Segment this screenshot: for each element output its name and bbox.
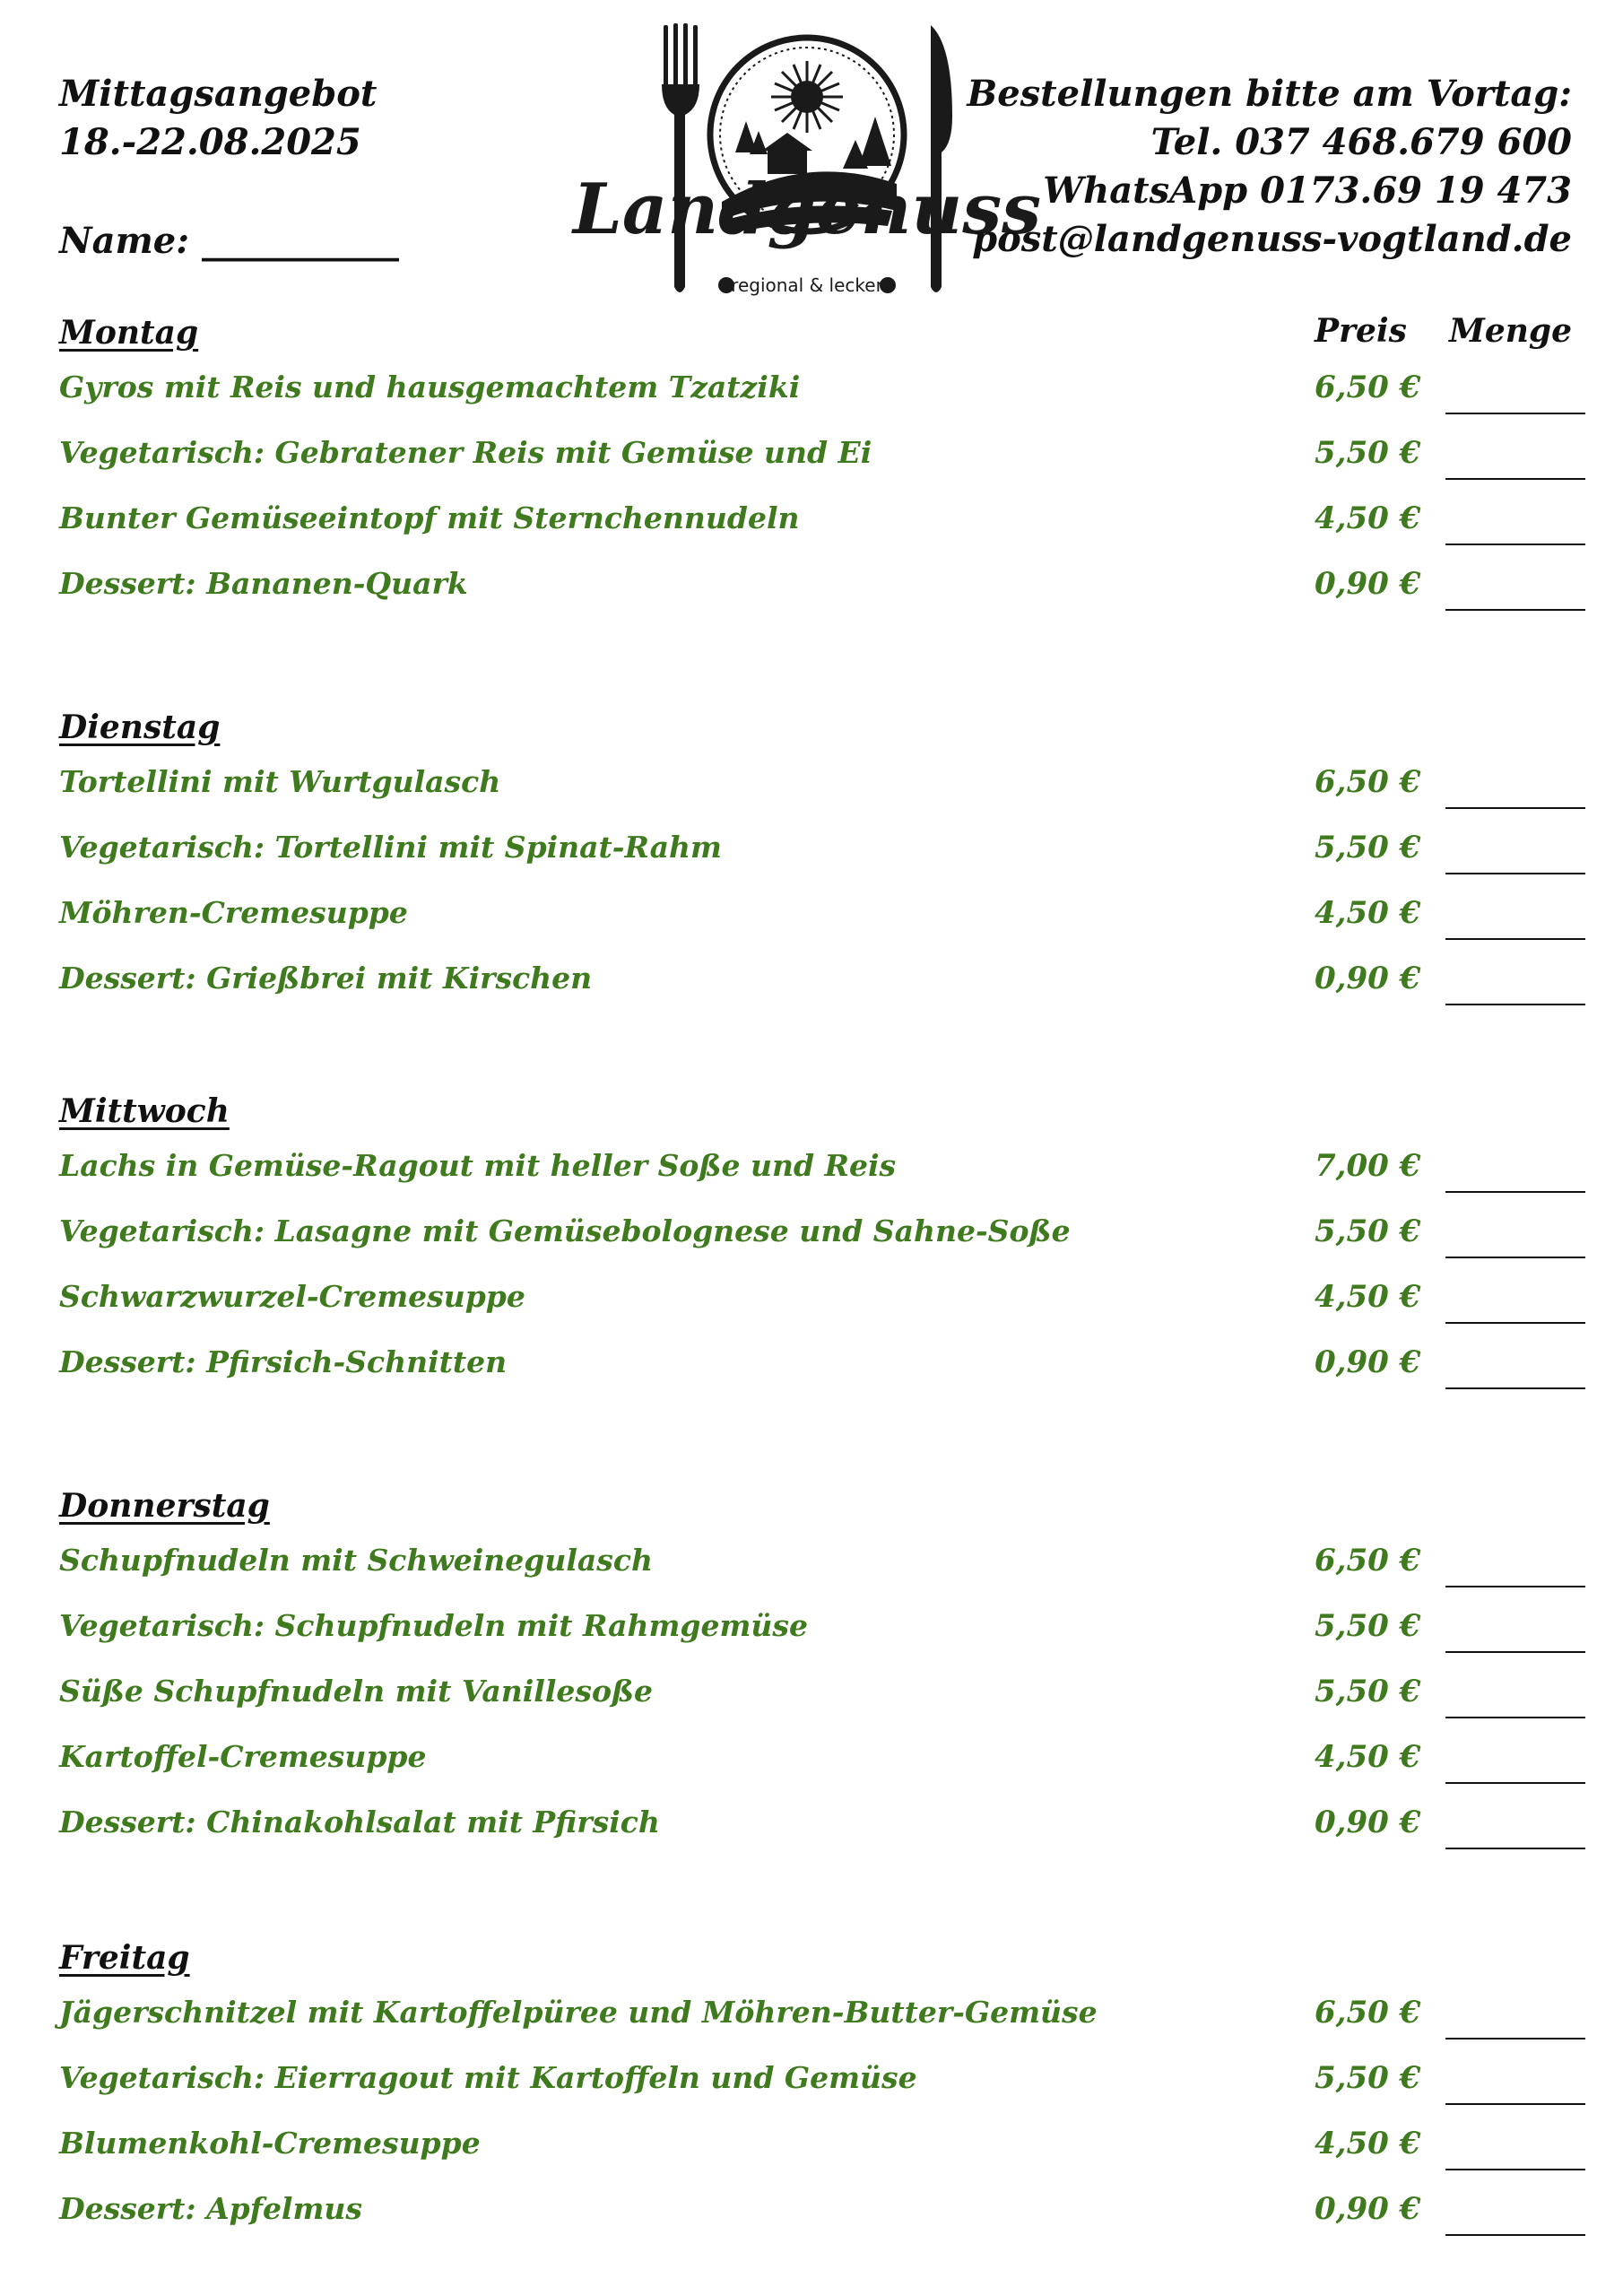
dish-name: Dessert: Bananen-Quark — [59, 566, 468, 601]
dish-price: 5,50 € — [1315, 1213, 1421, 1249]
dish-name: Vegetarisch: Schupfnudeln mit Rahmgemüse — [59, 1608, 808, 1643]
day-section-mittwoch — [59, 1083, 1584, 1401]
quantity-line[interactable] — [1445, 1322, 1585, 1324]
brand-name: Landgenuss — [572, 169, 1042, 250]
quantity-line[interactable] — [1445, 2038, 1585, 2039]
day-section-dienstag — [59, 700, 1584, 1017]
menu-item — [59, 1665, 1584, 1730]
quantity-line[interactable] — [1445, 1004, 1585, 1005]
quantity-line[interactable] — [1445, 807, 1585, 809]
dish-name: Dessert: Pfirsich-Schnitten — [59, 1344, 508, 1379]
dish-name: Vegetarisch: Eierragout mit Kartoffeln und Gemüse — [59, 2060, 917, 2095]
day-section-donnerstag — [59, 1478, 1584, 1861]
quantity-line[interactable] — [1445, 1782, 1585, 1784]
quantity-line[interactable] — [1445, 478, 1585, 480]
dish-name: Vegetarisch: Tortellini mit Spinat-Rahm — [59, 830, 722, 865]
quantity-line[interactable] — [1445, 2103, 1585, 2105]
day-title: Montag — [59, 314, 199, 352]
menu-item — [59, 361, 1584, 426]
menu-item — [59, 1270, 1584, 1335]
name-field[interactable]: Name: ___________ — [59, 220, 399, 262]
day-title: Donnerstag — [59, 1487, 270, 1525]
menu-item — [59, 2182, 1584, 2248]
dish-price: 0,90 € — [1315, 1344, 1421, 1380]
dish-price: 4,50 € — [1315, 895, 1421, 931]
dish-name: Schupfnudeln mit Schweinegulasch — [59, 1543, 653, 1578]
day-title: Dienstag — [59, 709, 221, 746]
fork-knife-farm-logo-icon — [572, 18, 1042, 305]
quantity-line[interactable] — [1445, 1848, 1585, 1849]
brand-tagline: regional & lecker — [731, 274, 883, 296]
phone-number[interactable]: Tel. 037 468.679 600 — [1150, 121, 1572, 163]
dish-name: Dessert: Grießbrei mit Kirschen — [59, 961, 593, 996]
menu-item — [59, 755, 1584, 821]
dish-price: 4,50 € — [1315, 1279, 1421, 1315]
quantity-line[interactable] — [1445, 1257, 1585, 1258]
whatsapp-number[interactable]: WhatsApp 0173.69 19 473 — [1043, 170, 1572, 212]
dish-price: 4,50 € — [1315, 1739, 1421, 1775]
dish-name: Vegetarisch: Lasagne mit Gemüsebolognese und Sahne-Soße — [59, 1213, 1071, 1248]
dish-name: Vegetarisch: Gebratener Reis mit Gemüse und Ei — [59, 435, 872, 470]
dish-name: Schwarzwurzel-Cremesuppe — [59, 1279, 525, 1314]
menu-item — [59, 886, 1584, 952]
dish-price: 5,50 € — [1315, 2060, 1421, 2096]
menu-item — [59, 1796, 1584, 1861]
dish-price: 6,50 € — [1315, 1995, 1421, 2031]
dish-price: 0,90 € — [1315, 1805, 1421, 1840]
dish-price: 0,90 € — [1315, 566, 1421, 602]
menu-title: Mittagsangebot — [59, 73, 378, 115]
header-right — [967, 70, 1572, 264]
quantity-line[interactable] — [1445, 938, 1585, 940]
menu-item — [59, 2051, 1584, 2117]
dish-name: Möhren-Cremesuppe — [59, 895, 408, 930]
dish-price: 5,50 € — [1315, 1608, 1421, 1644]
menu-item — [59, 1599, 1584, 1665]
dish-price: 6,50 € — [1315, 1543, 1421, 1578]
dish-price: 6,50 € — [1315, 764, 1421, 800]
quantity-line[interactable] — [1445, 2169, 1585, 2170]
quantity-line[interactable] — [1445, 873, 1585, 874]
dish-price: 5,50 € — [1315, 830, 1421, 865]
menu-item — [59, 821, 1584, 886]
dish-name: Jägerschnitzel mit Kartoffelpüree und Möhren-Butter-Gemüse — [59, 1995, 1098, 2030]
menu-item — [59, 491, 1584, 557]
dish-price: 7,00 € — [1315, 1148, 1421, 1184]
dish-price: 6,50 € — [1315, 370, 1421, 405]
header-left — [59, 70, 399, 265]
dish-name: Dessert: Apfelmus — [59, 2191, 362, 2226]
day-title: Freitag — [59, 1939, 190, 1977]
dish-name: Bunter Gemüseeintopf mit Sternchennudeln — [59, 500, 800, 535]
dish-name: Süße Schupfnudeln mit Vanillesoße — [59, 1674, 654, 1709]
email-address[interactable]: post@landgenuss-vogtland.de — [972, 218, 1572, 260]
dish-name: Lachs in Gemüse-Ragout mit heller Soße und Reis — [59, 1148, 897, 1183]
order-note: Bestellungen bitte am Vortag: — [967, 73, 1572, 115]
quantity-line[interactable] — [1445, 1651, 1585, 1653]
dish-name: Blumenkohl-Cremesuppe — [59, 2126, 481, 2161]
dish-price: 5,50 € — [1315, 435, 1421, 471]
price-column-header: Preis — [1315, 312, 1407, 350]
day-section-freitag — [59, 1930, 1584, 2248]
quantity-line[interactable] — [1445, 1586, 1585, 1587]
quantity-line[interactable] — [1445, 1191, 1585, 1193]
menu-item — [59, 1730, 1584, 1796]
quantity-line[interactable] — [1445, 2234, 1585, 2236]
menu-item — [59, 1534, 1584, 1599]
dish-name: Tortellini mit Wurtgulasch — [59, 764, 501, 799]
dish-price: 5,50 € — [1315, 1674, 1421, 1709]
quantity-line[interactable] — [1445, 544, 1585, 545]
menu-dates: 18.-22.08.2025 — [59, 121, 361, 163]
dish-price: 4,50 € — [1315, 2126, 1421, 2161]
dish-name: Kartoffel-Cremesuppe — [59, 1739, 427, 1774]
dish-name: Gyros mit Reis und hausgemachtem Tzatziki — [59, 370, 801, 404]
menu-item — [59, 557, 1584, 622]
landgenuss-logo — [572, 18, 1042, 305]
quantity-line[interactable] — [1445, 609, 1585, 611]
dish-price: 0,90 € — [1315, 961, 1421, 996]
menu-item — [59, 1205, 1584, 1270]
menu-item — [59, 1139, 1584, 1205]
menu-item — [59, 426, 1584, 491]
dish-name: Dessert: Chinakohlsalat mit Pfirsich — [59, 1805, 660, 1839]
quantity-line[interactable] — [1445, 1717, 1585, 1718]
menu-item — [59, 952, 1584, 1017]
day-section-montag — [59, 305, 1584, 622]
quantity-line[interactable] — [1445, 1387, 1585, 1389]
menu-item — [59, 2117, 1584, 2182]
dish-price: 0,90 € — [1315, 2191, 1421, 2227]
quantity-column-header: Menge — [1449, 312, 1573, 350]
quantity-line[interactable] — [1445, 413, 1585, 414]
menu-item — [59, 1986, 1584, 2051]
menu-item — [59, 1335, 1584, 1401]
dish-price: 4,50 € — [1315, 500, 1421, 536]
day-title: Mittwoch — [59, 1092, 230, 1130]
